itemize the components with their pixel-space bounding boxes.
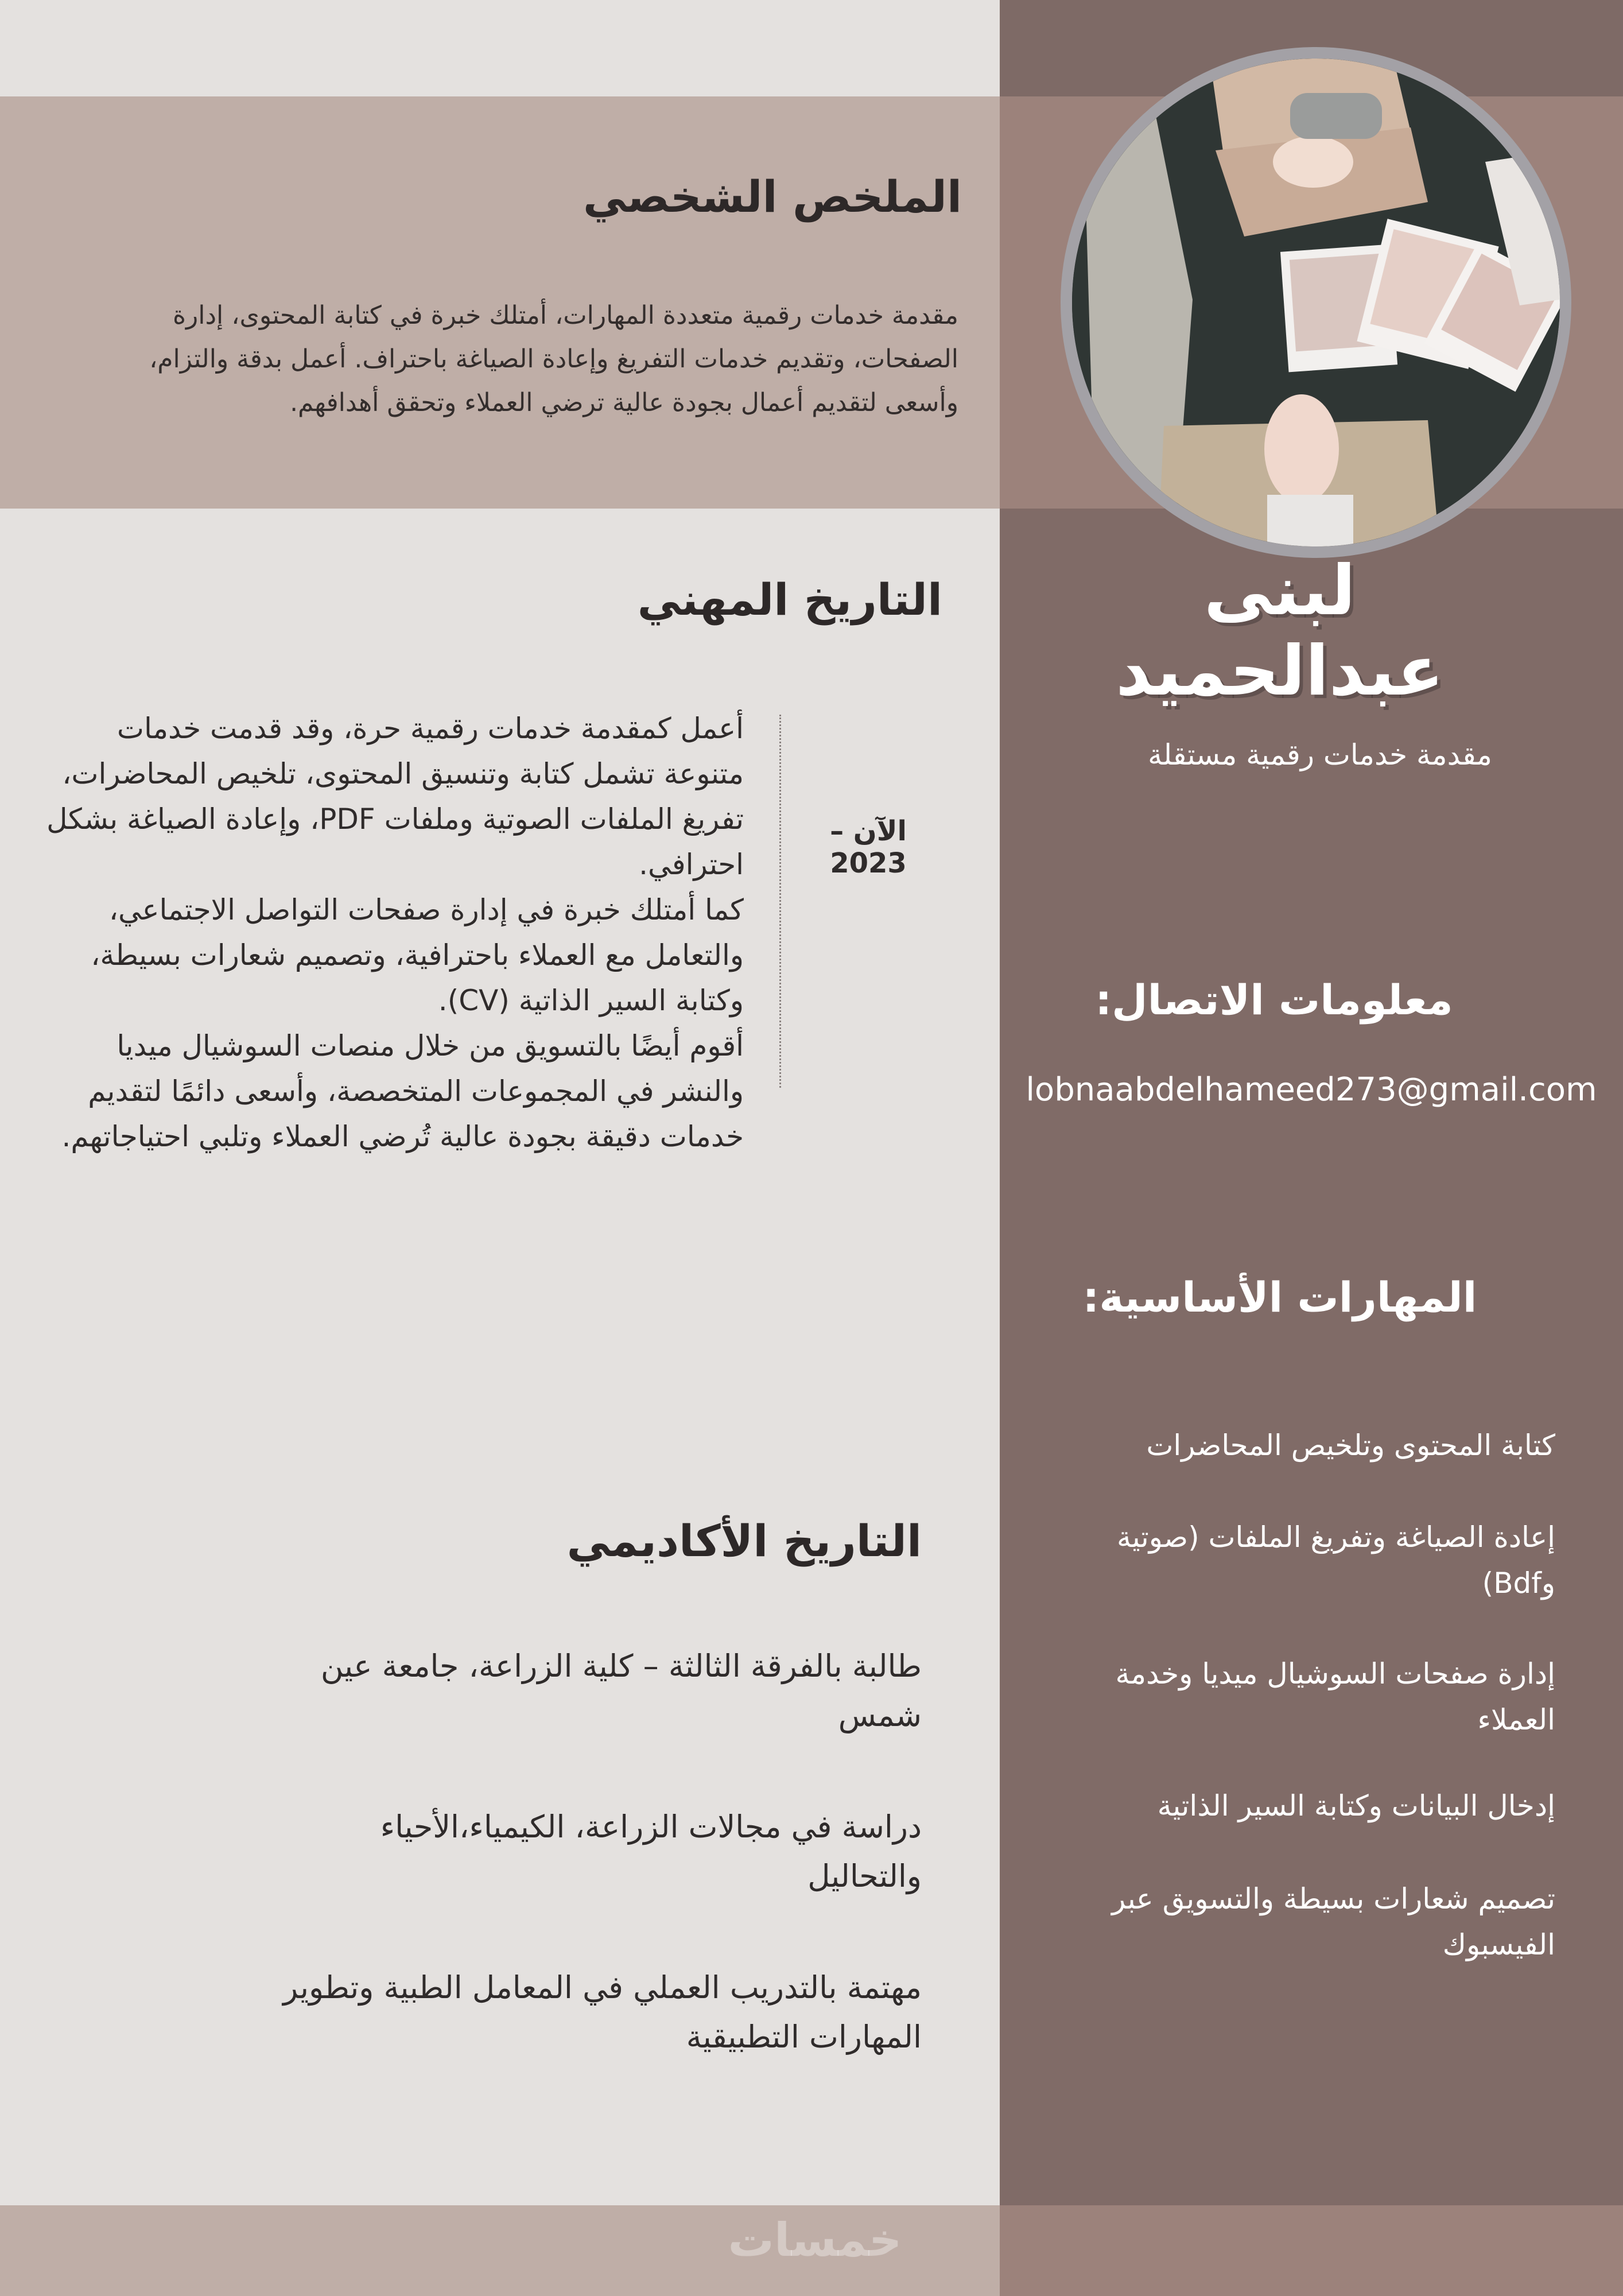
skill-item: إعادة الصياغة وتفريغ الملفات (صوتية وBdf) [1116, 1521, 1555, 1600]
skills-title: المهارات الأساسية: [1082, 1273, 1477, 1321]
summary-text: مقدمة خدمات رقمية متعددة المهارات، أمتلك خبرة في كتابة المحتوى، إدارة الصفحات، وتقديم خدمات التفريغ وإعادة الصياغة باحتراف. أعمل بدقة والتزام، وأسعى لتقديم أعمال بجودة عالية ترضي العملاء وتحقق أهدافهم. [149, 301, 958, 417]
skill-item: تصميم شعارات بسيطة والتسويق عبر الفيسبوك [1112, 1882, 1555, 1961]
career-paragraph: كما أمتلك خبرة في إدارة صفحات التواصل الاجتماعي، والتعامل مع العملاء باحترافية، وتصميم شعارات بسيطة، وكتابة السير الذاتية (CV). [91, 893, 744, 1017]
email-link[interactable]: lobnaabdelhameed273@gmail.com [1026, 1071, 1597, 1108]
first-name: لبنى [1203, 551, 1356, 631]
job-title: مقدمة خدمات رقمية مستقلة [1148, 738, 1492, 771]
academic-item: مهتمة بالتدريب العملي في المعامل الطبية وتطوير المهارات التطبيقية [283, 1969, 922, 2055]
top-strip [0, 0, 1000, 96]
career-paragraph: أقوم أيضًا بالتسويق من خلال منصات السوشيال ميديا والنشر في المجموعات المتخصصة، وأسعى دائمًا لتقديم خدمات دقيقة بجودة عالية تُرضي العملاء وتلبي احتياجاتهم. [61, 1029, 744, 1153]
last-name: عبدالحميد [1116, 631, 1444, 711]
academic-item: طالبة بالفرقة الثالثة – كلية الزراعة، جامعة عين شمس [320, 1648, 922, 1733]
career-title: التاريخ المهني [637, 574, 942, 625]
academic-item: دراسة في مجالات الزراعة، الكيمياء،الأحياء والتحاليل [380, 1809, 922, 1894]
profile-name [1033, 551, 1527, 712]
career-paragraph: أعمل كمقدمة خدمات رقمية حرة، وقد قدمت خدمات متنوعة تشمل كتابة وتنسيق المحتوى، تلخيص المحاضرات، تفريغ الملفات الصوتية وملفات PDF، وإعادة الصياغة بشكل احترافي. [46, 712, 744, 881]
career-text [34, 706, 744, 1159]
profile-photo [1061, 47, 1571, 558]
photo-illustration [1072, 59, 1560, 546]
career-date: الآن – 2023 [830, 815, 907, 879]
contact-title: معلومات الاتصال: [1095, 976, 1453, 1024]
skill-item: إدارة صفحات السوشيال ميديا وخدمة العملاء [1115, 1657, 1555, 1736]
summary-title: الملخص الشخصي [583, 171, 962, 222]
sidebar-bottom-band [1000, 2205, 1623, 2296]
career-divider [779, 715, 781, 1088]
watermark: خمسات [728, 2213, 902, 2267]
academic-title: التاريخ الأكاديمي [566, 1515, 922, 1566]
skill-item: كتابة المحتوى وتلخيص المحاضرات [1146, 1429, 1555, 1462]
skill-item: إدخال البيانات وكتابة السير الذاتية [1157, 1789, 1555, 1822]
